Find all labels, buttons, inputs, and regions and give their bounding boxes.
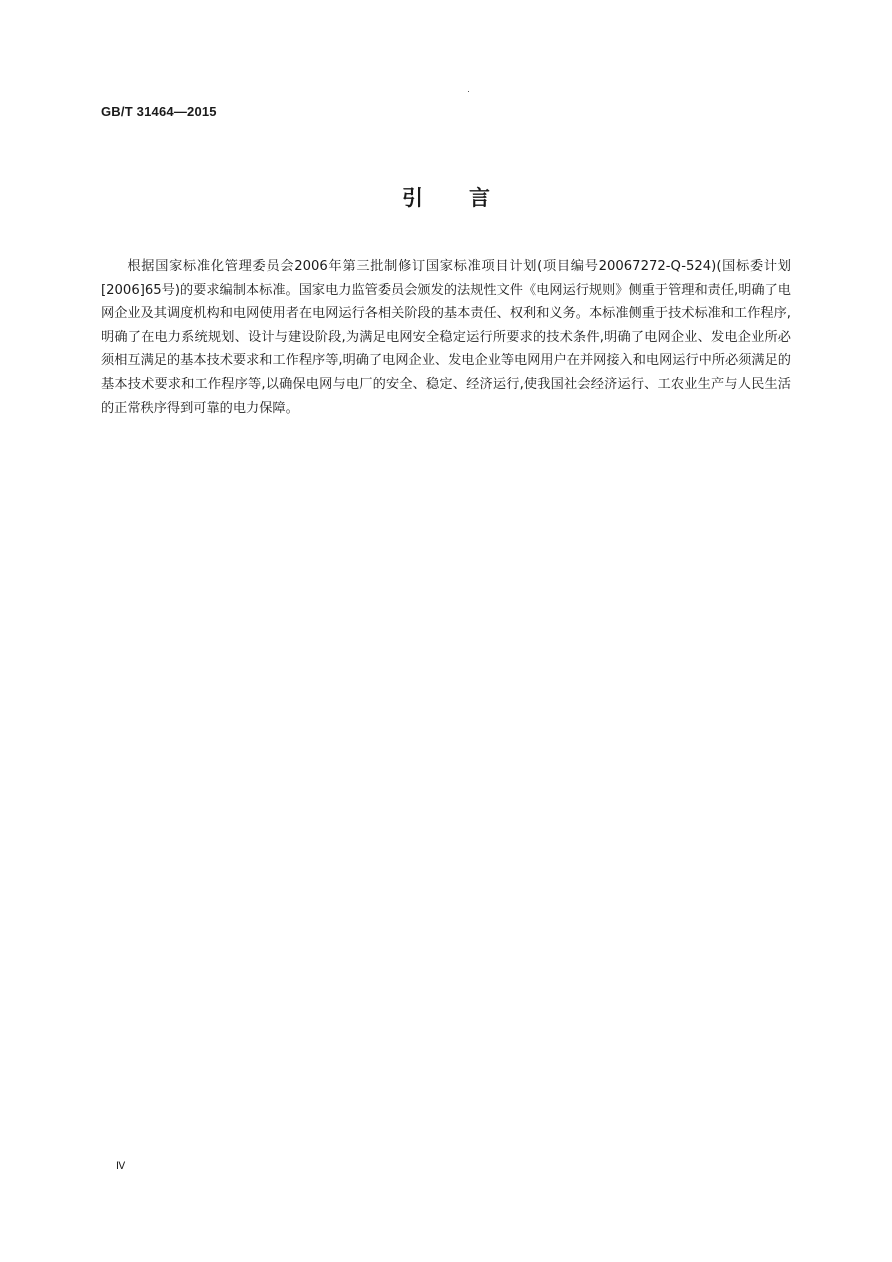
- section-title: 引言: [402, 186, 536, 210]
- standard-code: GB/T 31464—2015: [101, 104, 217, 119]
- page-number: Ⅳ: [116, 1161, 126, 1172]
- introduction-paragraph: 根据国家标准化管理委员会2006年第三批制修订国家标准项目计划(项目编号20067272-Q-524)(国标委计划[2006]65号)的要求编制本标准。国家电力监管委员会颁发的法规性文件《电网运行规则》侧重于管理和责任,明确了电网企业及其调度机构和电网使用者在电网运行各相关阶段的基本责任、权利和义务。本标准侧重于技术标准和工作程序,明确了在电力系统规划、设计与建设阶段,为满足电网安全稳定运行所要求的技术条件,明确了电网企业、发电企业所必须相互满足的基本技术要求和工作程序等,明确了电网企业、发电企业等电网用户在并网接入和电网运行中所必须满足的基本技术要求和工作程序等,以确保电网与电厂的安全、稳定、经济运行,使我国社会经济运行、工农业生产与人民生活的正常秩序得到可靠的电力保障。: [101, 259, 791, 416]
- scan-speck: [468, 91, 469, 92]
